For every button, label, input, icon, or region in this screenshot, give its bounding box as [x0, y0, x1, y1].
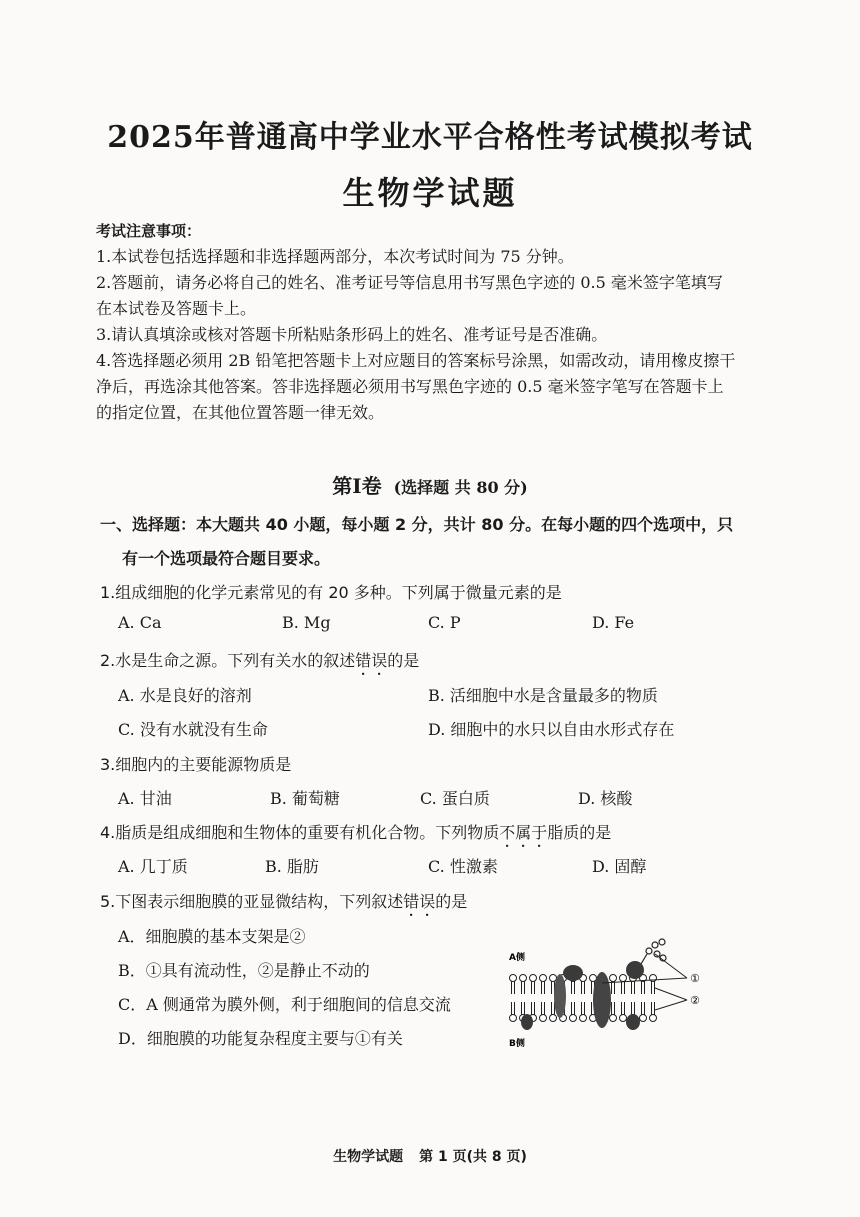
- section-title: 第Ⅰ卷: [332, 474, 382, 498]
- stem-text: 2.水是生命之源。下列有关水的叙述: [100, 651, 356, 670]
- phospholipid-head: [650, 1015, 657, 1022]
- phospholipid-head: [540, 975, 547, 982]
- notice-line: 2.答题前，请务必将自己的姓名、准考证号等信息用书写黑色字迹的 0.5 毫米签字笔填写: [96, 273, 723, 292]
- instruction-line: 一、选择题：本大题共 40 小题，每小题 2 分，共计 80 分。在每小题的四个选项中，只: [100, 515, 734, 534]
- stem-text: 的是: [435, 892, 468, 911]
- phospholipid-head: [620, 1015, 627, 1022]
- question-2-option-b: B. 活细胞中水是含量最多的物质: [428, 686, 658, 705]
- section-subtitle: (选择题 共 80 分): [393, 478, 528, 497]
- question-1-option-b: B. Mg: [282, 613, 331, 632]
- exam-title: 2025年普通高中学业水平合格性考试模拟考试: [107, 120, 753, 155]
- glycoprotein-chain: [641, 939, 666, 964]
- stem-text: 5.下图表示细胞膜的亚显微结构，下列叙述: [100, 892, 404, 911]
- notice-title: 考试注意事项：: [96, 222, 202, 240]
- exam-notice: [96, 218, 786, 426]
- stem-emphasis: 错误: [403, 892, 436, 911]
- question-5-option-d: D．细胞膜的功能复杂程度主要与①有关: [118, 1029, 403, 1048]
- question-1-option-a: A. Ca: [118, 613, 162, 632]
- notice-line: 净后，再选涂其他答案。答非选择题必须用书写黑色字迹的 0.5 毫米签字笔写在答题卡上: [96, 377, 724, 396]
- question-4-option-d: D. 固醇: [592, 857, 647, 876]
- side-b-label: B侧: [509, 1039, 525, 1049]
- question-2-option-d: D. 细胞中的水只以自由水形式存在: [428, 720, 675, 739]
- phospholipid-head: [510, 1015, 517, 1022]
- question-4-option-c: C. 性激素: [428, 857, 498, 876]
- question-2-option-c: C. 没有水就没有生命: [118, 720, 268, 739]
- question-2-stem: [100, 648, 419, 679]
- notice-line: 在本试卷及答题卡上。: [96, 299, 257, 318]
- leader-line: [655, 954, 687, 978]
- footer-subject: 生物学试题: [333, 1149, 404, 1165]
- phospholipid-head: [530, 975, 537, 982]
- membrane-protein: [554, 974, 566, 1018]
- phospholipid-head: [540, 1015, 547, 1022]
- phospholipid-head: [590, 975, 597, 982]
- question-1-stem: 1.组成细胞的化学元素常见的有 20 多种。下列属于微量元素的是: [100, 583, 562, 602]
- phospholipid-head: [570, 1015, 577, 1022]
- question-4-option-a: A. 几丁质: [118, 857, 188, 876]
- stem-text: 4.脂质是组成细胞和生物体的重要有机化合物。下列物质: [100, 823, 500, 842]
- label-2: ②: [690, 994, 700, 1007]
- stem-emphasis: 不属于: [499, 823, 548, 842]
- question-3-option-a: A. 甘油: [118, 789, 172, 808]
- label-1: ①: [690, 972, 700, 985]
- phospholipid-head: [550, 1015, 557, 1022]
- question-5-option-a: A．细胞膜的基本支架是②: [118, 927, 306, 946]
- stem-text: 的是: [387, 651, 420, 670]
- question-3-option-c: C. 蛋白质: [420, 789, 490, 808]
- phospholipid-head: [550, 975, 557, 982]
- stem-text: 脂质的是: [547, 823, 612, 842]
- peripheral-protein: [563, 965, 583, 981]
- question-1-option-c: C. P: [428, 613, 461, 632]
- peripheral-protein: [521, 1014, 533, 1030]
- question-5-stem: [100, 889, 467, 920]
- question-3-option-d: D. 核酸: [578, 789, 633, 808]
- question-3-stem: 3.细胞内的主要能源物质是: [100, 755, 292, 774]
- question-4-stem: [100, 820, 611, 851]
- question-3-option-b: B. 葡萄糖: [270, 789, 340, 808]
- section-heading: [0, 470, 860, 499]
- phospholipid-head: [640, 1015, 647, 1022]
- question-5-option-b: B．①具有流动性，②是静止不动的: [118, 961, 370, 980]
- question-5-option-c: C．A 侧通常为膜外侧，利于细胞间的信息交流: [118, 995, 451, 1014]
- leader-line: [655, 1000, 687, 1010]
- section-instruction: [100, 508, 790, 576]
- stem-emphasis: 错误: [355, 651, 388, 670]
- question-2-option-a: A. 水是良好的溶剂: [118, 686, 252, 705]
- side-a-label: A侧: [509, 953, 525, 963]
- notice-line: 1.本试卷包括选择题和非选择题两部分，本次考试时间为 75 分钟。: [96, 247, 574, 266]
- notice-line: 4.答选择题必须用 2B 铅笔把答题卡上对应题目的答案标号涂黑，如需改动，请用橡皮擦干: [96, 351, 736, 370]
- subject-title: 生物学试题: [342, 174, 518, 212]
- phospholipid-head: [610, 1015, 617, 1022]
- notice-line: 3.请认真填涂或核对答题卡所粘贴条形码上的姓名、准考证号是否准确。: [96, 325, 608, 344]
- phospholipid-head: [580, 1015, 587, 1022]
- footer-page-number: 第 1 页(共 8 页): [419, 1149, 527, 1165]
- page-footer: [0, 1146, 860, 1166]
- instruction-line: 有一个选项最符合题目要求。: [122, 549, 331, 568]
- question-1-option-d: D. Fe: [592, 613, 635, 632]
- phospholipid-head: [510, 975, 517, 982]
- peripheral-protein: [626, 1014, 640, 1030]
- leader-line: [655, 988, 687, 1000]
- phospholipid-head: [520, 975, 527, 982]
- phospholipid-head: [610, 975, 617, 982]
- phospholipid-head: [620, 975, 627, 982]
- transmembrane-protein: [593, 972, 611, 1028]
- question-4-option-b: B. 脂肪: [265, 857, 319, 876]
- notice-line: 的指定位置，在其他位置答题一律无效。: [96, 403, 385, 422]
- cell-membrane-diagram: [505, 938, 725, 1058]
